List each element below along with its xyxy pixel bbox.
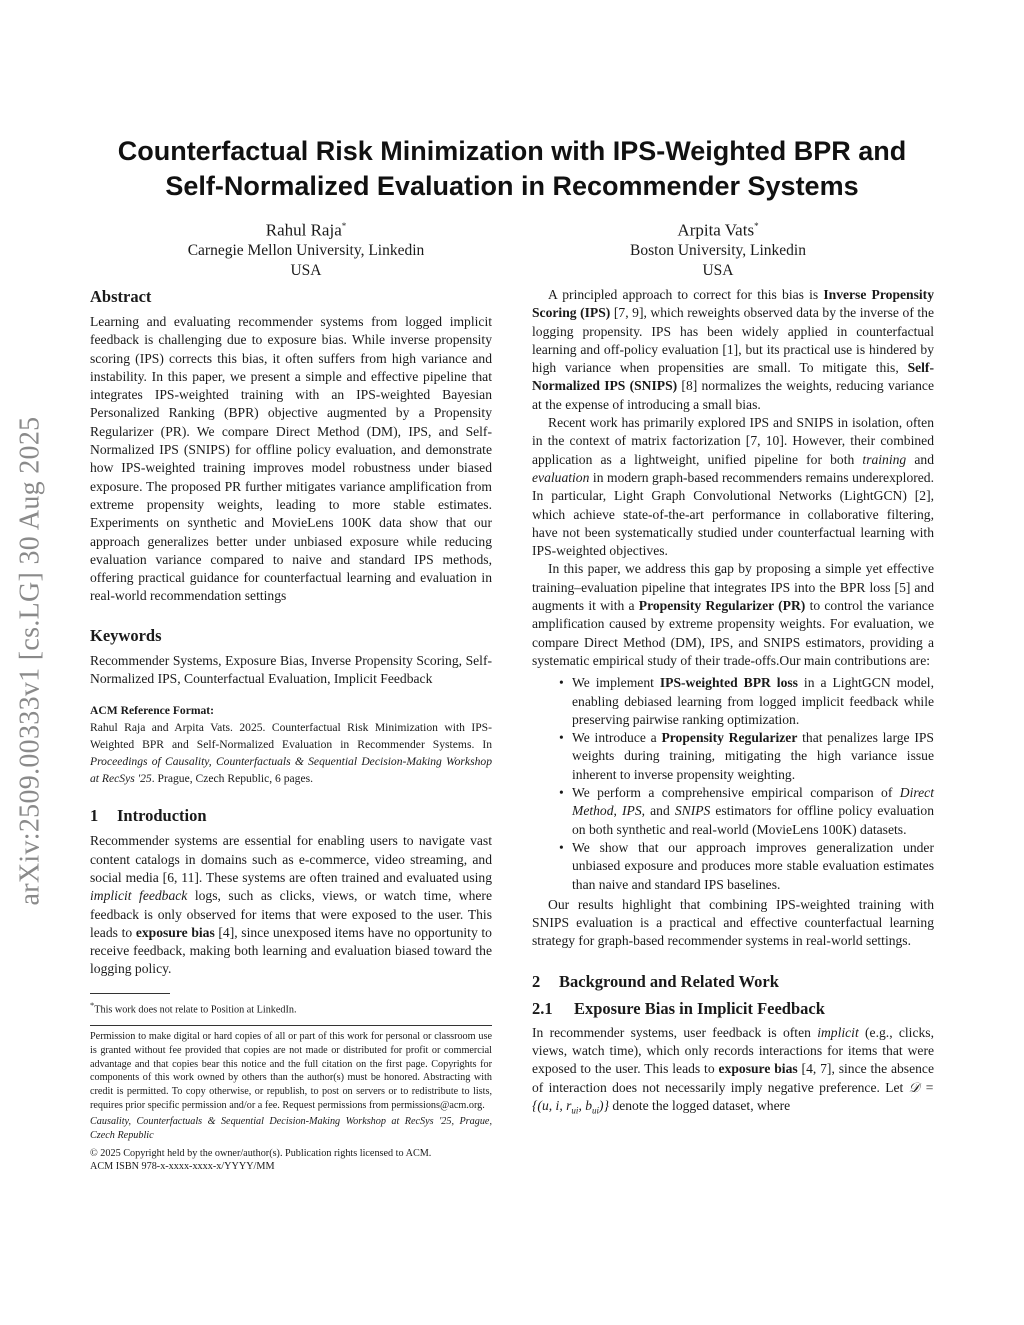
text-segment: logs, such as clicks, views, or watch time, where feedback is only observed for items that were exposed to the user. This leads to xyxy=(90,888,492,940)
italic-text: training xyxy=(862,451,907,467)
italic-text: implicit feedback xyxy=(90,888,188,904)
italic-text: SNIPS xyxy=(674,803,711,819)
permission-divider xyxy=(90,1025,492,1026)
author-country: USA xyxy=(702,261,734,279)
text-segment: , xyxy=(613,803,623,819)
section-title: Background and Related Work xyxy=(559,971,779,991)
text-segment: [4, 7], since the absence of interaction does not necessarily imply negative preference. Let xyxy=(532,1061,934,1095)
text-segment: and xyxy=(906,451,934,467)
text-segment: estimators for offline policy evaluation on both synthetic and real-world (MovieLens 100K) datasets. xyxy=(572,803,935,837)
bold-text: exposure bias xyxy=(718,1061,798,1077)
text-segment: We perform a comprehensive empirical comparison of xyxy=(572,785,900,801)
text-segment: In this paper, we address this gap by proposing a simple yet effective training–evaluation pipeline that integrates IPS into the BPR loss [5] and augments it with a xyxy=(532,561,934,614)
italic-text: evaluation xyxy=(532,469,590,485)
list-item xyxy=(572,784,934,839)
text-segment: [4], since unexposed items have no opportunity to receive feedback, making both learning and evaluation biased toward the logging policy. xyxy=(90,924,492,977)
text-segment: A principled approach to correct for this bias is xyxy=(548,287,824,302)
text-segment: Learning and evaluating recommender systems from logged implicit feedback is challenging due to exposure bias. While inverse propensity scoring (IPS) corrects this bias, it often suffers from high variance and instability. In this paper, we present a simple and effective pipeline that integrates IPS-weighted training with an IPS-weighted Bayesian Personalized Ranking (BPR) objective augmented by a Propensity Regularizer (PR). We compare Direct Method (DM), IPS, and Self-Normalized IPS (SNIPS) for offline policy evaluation, and demonstrate how IPS-weighted training improves model robustness under biased exposure. The proposed PR further mitigates variance amplification from extreme propensity weights, leading to more stable estimates. Experiments on synthetic and MovieLens 100K data show that our approach generalizes better under unbiased exposure while reducing evaluation variance compared to naive and standard IPS methods, offering practical guidance for counterfactual learning and evaluation in real-world recommendation settings xyxy=(90,314,492,604)
author-name: Rahul Raja xyxy=(265,220,342,240)
italic-text: 𝒟 = {(u, i, r xyxy=(532,1079,934,1113)
copyright-text: © 2025 Copyright held by the owner/author(s). Publication rights licensed to ACM. xyxy=(90,1147,432,1159)
left-column xyxy=(90,286,492,1174)
italic-text: IPS xyxy=(622,803,642,819)
paragraph xyxy=(532,560,934,670)
paragraph xyxy=(532,286,934,414)
title-line-1: Counterfactual Risk Minimization with IPS-Weighted BPR and xyxy=(117,136,907,166)
author-block-1 xyxy=(120,216,492,281)
subscript-text: ui xyxy=(571,1105,579,1116)
permission-text: Permission to make digital or hard copies of all or part of this work for personal or classroom use is granted without fee provided that copies are not made or distributed for profit or commercial advantage and that copies bear this notice and the full citation on the first page. Copyrights for components of this work owned by others than the author(s) must be honored. Abstracting with credit is permitted. To copy otherwise, or republish, to post on servers or to redistribute to lists, requires prior specific permission and/or a fee. Request permissions from permissions@acm.org. xyxy=(90,1031,492,1111)
permission-block xyxy=(90,1030,492,1174)
bold-text: Self-Normalized IPS (SNIPS) xyxy=(532,360,934,394)
italic-text: Direct Method xyxy=(572,785,934,819)
section-heading-introduction xyxy=(90,805,492,827)
author-block-2 xyxy=(532,216,904,281)
subscript-text: ui xyxy=(592,1105,600,1116)
introduction-text xyxy=(90,832,492,978)
subsection-title: Exposure Bias in Implicit Feedback xyxy=(574,998,825,1018)
list-item xyxy=(572,839,934,894)
subsection-heading-exposure-bias xyxy=(532,998,934,1020)
keywords-heading: Keywords xyxy=(90,625,162,645)
keywords-text: Recommender Systems, Exposure Bias, Inverse Propensity Scoring, Self-Normalized IPS, Counterfactual Evaluation, Implicit Feedback xyxy=(90,652,492,687)
text-segment: that penalizes large IPS weights during training, mitigating the high variance issue inherent to inverse propensity weighting. xyxy=(572,730,934,782)
abstract-heading: Abstract xyxy=(90,287,152,306)
bold-text: Propensity Regularizer (PR) xyxy=(638,598,806,614)
text-segment: We introduce a xyxy=(572,730,662,746)
text-segment: We implement xyxy=(572,675,660,691)
author-footnote-mark: * xyxy=(341,221,347,231)
text-segment: Rahul Raja and Arpita Vats. 2025. Counterfactual Risk Minimization with IPS-Weighted BPR and Self-Normalized Evaluation in Recommender Systems. In xyxy=(90,721,492,752)
author-footnote-mark: * xyxy=(754,221,759,231)
text-segment: [8] normalizes the weights, reducing variance at the expense of introducing a small bias. xyxy=(532,378,934,412)
section-number: 1 xyxy=(90,806,99,826)
section-number: 2 xyxy=(532,971,541,991)
text-segment: , and xyxy=(641,803,675,819)
text-segment: to control the variance amplification caused by extreme propensity weights. For evaluation, we compare Direct Method (DM), IPS, and SNIPS estimators, providing a systematic empirical study of their trade-offs.Our main contributions are: xyxy=(532,598,934,668)
title-line-2: Self-Normalized Evaluation in Recommender Systems xyxy=(165,171,859,201)
paragraph xyxy=(532,896,934,951)
text-segment: in modern graph-based recommenders remains underexplored. In particular, Light Graph Convolutional Networks (LightGCN) [2], which achieve state-of-the-art performance in collaborative filtering, have not been systematically studied under counterfactual learning with IPS-weighted objectives. xyxy=(532,469,934,559)
right-column xyxy=(532,286,934,1120)
text-segment: in a LightGCN model, enabling debiased learning from logged implicit feedback while preserving pairwise ranking optimization. xyxy=(572,675,934,727)
footnote-mark: * xyxy=(90,999,95,1010)
bold-text: Inverse Propensity Scoring (IPS) xyxy=(532,287,934,321)
author-affiliation: Carnegie Mellon University, Linkedin xyxy=(187,241,425,259)
text-segment: . Prague, Czech Republic, 6 pages. xyxy=(151,772,314,786)
italic-text: implicit xyxy=(817,1024,859,1040)
text-segment: [7, 9], which reweights observed data by the inverse of the logging propensity. IPS has been widely applied in counterfactual learning and off-policy evaluation [1], but its practical use is hindered by high variance when propensities are small. To mitigate this, xyxy=(532,305,934,376)
contributions-list xyxy=(532,674,934,894)
text-segment: Recommender systems are essential for enabling users to navigate vast content catalogs in domains such as e-commerce, video streaming, and social media [6, 11]. These systems are often trained and evaluated using xyxy=(90,833,492,885)
italic-text: )} xyxy=(599,1097,610,1113)
footnote xyxy=(90,998,492,1017)
arxiv-identifier-stamp: arXiv:2509.00333v1 [cs.LG] 30 Aug 2025 xyxy=(14,416,46,906)
text-segment: In recommender systems, user feedback is often xyxy=(532,1024,818,1040)
venue-text: Causality, Counterfactuals & Sequential Decision-Making Workshop at RecSys '25, Prague, Czech Republic xyxy=(90,1116,492,1142)
paragraph xyxy=(532,414,934,560)
footnote-divider xyxy=(90,993,170,994)
list-item xyxy=(572,729,934,784)
text-segment: (e.g., clicks, views, watch time), which only records interactions for items that were exposed to the user. This leads to xyxy=(532,1024,934,1077)
italic-text: Proceedings of Causality, Counterfactuals & Sequential Decision-Making Workshop at RecSys '25 xyxy=(90,755,492,786)
paragraph xyxy=(532,1024,934,1120)
paper-title xyxy=(60,134,964,204)
text-segment: We show that our approach improves generalization under unbiased exposure and produces more stable evaluation estimates than naive and standard IPS baselines. xyxy=(572,839,934,892)
italic-text: , b xyxy=(578,1097,593,1113)
text-segment: Our results highlight that combining IPS-weighted training with SNIPS evaluation is a practical and effective counterfactual learning strategy for graph-based recommender systems in real-world settings. xyxy=(532,896,934,949)
subsection-number: 2.1 xyxy=(532,998,553,1018)
acm-reference xyxy=(90,702,492,787)
acm-reference-heading: ACM Reference Format: xyxy=(90,704,215,718)
text-segment: Recent work has primarily explored IPS and SNIPS in isolation, often in the context of matrix factorization [7, 10]. However, their combined application as a lightweight, unified pipeline for both xyxy=(532,415,934,467)
acm-reference-text xyxy=(90,719,492,787)
footnote-text: This work does not relate to Position at LinkedIn. xyxy=(94,1004,297,1016)
abstract-text xyxy=(90,313,492,606)
author-name: Arpita Vats xyxy=(677,220,755,240)
section-heading-background xyxy=(532,971,934,993)
bold-text: Propensity Regularizer xyxy=(661,730,798,746)
list-item xyxy=(572,674,934,729)
author-country: USA xyxy=(290,261,322,279)
author-affiliation: Boston University, Linkedin xyxy=(630,241,806,259)
section-title: Introduction xyxy=(117,806,207,826)
text-segment: denote the logged dataset, where xyxy=(609,1097,791,1113)
bold-text: IPS-weighted BPR loss xyxy=(659,675,798,691)
isbn-text: ACM ISBN 978-x-xxxx-xxxx-x/YYYY/MM xyxy=(90,1161,275,1173)
bold-text: exposure bias xyxy=(135,924,215,940)
